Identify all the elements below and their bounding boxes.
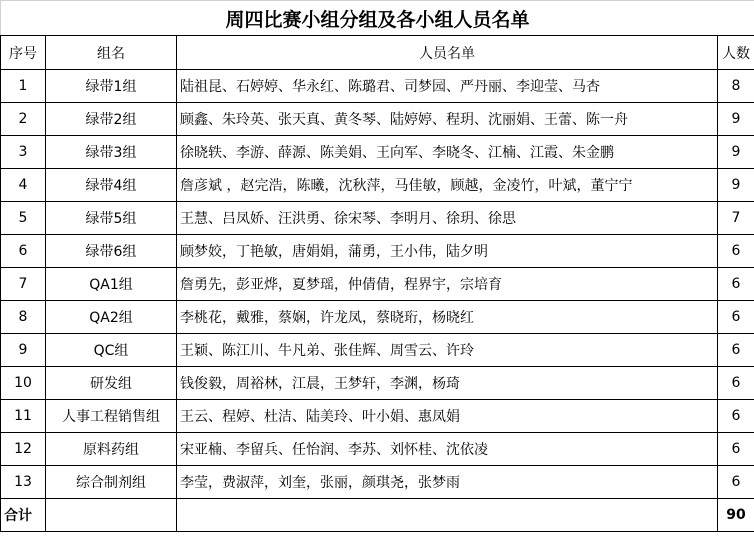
table-row bbox=[1, 367, 754, 400]
cell-members[interactable]: 王慧、吕凤娇、汪洪勇、徐宋琴、李明月、徐玥、徐思 bbox=[177, 202, 718, 235]
total-row bbox=[1, 499, 754, 532]
total-count[interactable]: 90 bbox=[718, 499, 754, 532]
cell-count[interactable]: 6 bbox=[718, 268, 754, 301]
cell-index[interactable]: 1 bbox=[1, 70, 46, 103]
header-members[interactable]: 人员名单 bbox=[177, 36, 718, 70]
cell-count[interactable]: 7 bbox=[718, 202, 754, 235]
cell-members[interactable]: 王云、程婷、杜洁、陆美玲、叶小娟、惠凤娟 bbox=[177, 400, 718, 433]
cell-index[interactable]: 13 bbox=[1, 466, 46, 499]
cell-index[interactable]: 11 bbox=[1, 400, 46, 433]
cell-members[interactable]: 陆祖昆、石婷婷、华永红、陈璐君、司梦园、严丹丽、李迎莹、马杏 bbox=[177, 70, 718, 103]
cell-group[interactable]: 绿带4组 bbox=[46, 169, 177, 202]
cell-group[interactable]: 研发组 bbox=[46, 367, 177, 400]
table-row bbox=[1, 334, 754, 367]
cell-members[interactable]: 顾鑫、朱玲英、张天真、黄冬琴、陆婷婷、程玥、沈丽娟、王蕾、陈一舟 bbox=[177, 103, 718, 136]
cell-members[interactable]: 王颖、陈江川、牛凡弟、张佳辉、周雪云、许玲 bbox=[177, 334, 718, 367]
cell-group[interactable]: 综合制剂组 bbox=[46, 466, 177, 499]
cell-count[interactable]: 6 bbox=[718, 334, 754, 367]
cell-members[interactable]: 宋亚楠、李留兵、任怡润、李苏、刘怀桂、沈依凌 bbox=[177, 433, 718, 466]
cell-members[interactable]: 顾梦姣，丁艳敏，唐娟娟，蒲勇，王小伟，陆夕明 bbox=[177, 235, 718, 268]
table-row bbox=[1, 202, 754, 235]
cell-group[interactable]: 绿带2组 bbox=[46, 103, 177, 136]
cell-index[interactable]: 10 bbox=[1, 367, 46, 400]
table-row bbox=[1, 235, 754, 268]
header-index[interactable]: 序号 bbox=[1, 36, 46, 70]
cell-count[interactable]: 6 bbox=[718, 400, 754, 433]
table-row bbox=[1, 400, 754, 433]
cell-group[interactable]: QC组 bbox=[46, 334, 177, 367]
table-row bbox=[1, 70, 754, 103]
cell-members[interactable]: 詹勇先，彭亚烨，夏梦瑶，仲倩倩，程界宇，宗培育 bbox=[177, 268, 718, 301]
cell-index[interactable]: 7 bbox=[1, 268, 46, 301]
cell-index[interactable]: 5 bbox=[1, 202, 46, 235]
header-row bbox=[1, 36, 754, 70]
cell-group[interactable]: 原料药组 bbox=[46, 433, 177, 466]
cell-group[interactable]: 绿带1组 bbox=[46, 70, 177, 103]
cell-count[interactable]: 6 bbox=[718, 235, 754, 268]
total-group-empty[interactable] bbox=[46, 499, 177, 532]
header-count[interactable]: 人数 bbox=[718, 36, 754, 70]
cell-index[interactable]: 3 bbox=[1, 136, 46, 169]
sheet-title[interactable]: 周四比赛小组分组及各小组人员名单 bbox=[1, 1, 754, 36]
cell-index[interactable]: 6 bbox=[1, 235, 46, 268]
cell-index[interactable]: 12 bbox=[1, 433, 46, 466]
cell-index[interactable]: 4 bbox=[1, 169, 46, 202]
cell-count[interactable]: 6 bbox=[718, 433, 754, 466]
total-members-empty[interactable] bbox=[177, 499, 718, 532]
cell-count[interactable]: 9 bbox=[718, 169, 754, 202]
total-label[interactable]: 合计 bbox=[1, 499, 46, 532]
cell-group[interactable]: QA1组 bbox=[46, 268, 177, 301]
table-row bbox=[1, 466, 754, 499]
header-group[interactable]: 组名 bbox=[46, 36, 177, 70]
cell-index[interactable]: 2 bbox=[1, 103, 46, 136]
cell-group[interactable]: 绿带5组 bbox=[46, 202, 177, 235]
table-row bbox=[1, 103, 754, 136]
table-row bbox=[1, 169, 754, 202]
cell-group[interactable]: 绿带3组 bbox=[46, 136, 177, 169]
cell-group[interactable]: QA2组 bbox=[46, 301, 177, 334]
cell-count[interactable]: 6 bbox=[718, 466, 754, 499]
title-row bbox=[1, 1, 754, 36]
cell-count[interactable]: 9 bbox=[718, 103, 754, 136]
cell-group[interactable]: 绿带6组 bbox=[46, 235, 177, 268]
cell-members[interactable]: 李桃花，戴雅，蔡娴，许龙凤，蔡晓珩，杨晓红 bbox=[177, 301, 718, 334]
cell-members[interactable]: 詹彦斌 ，赵完浩，陈曦，沈秋萍，马佳敏，顾越，金凌竹，叶斌，董宁宁 bbox=[177, 169, 718, 202]
cell-index[interactable]: 9 bbox=[1, 334, 46, 367]
cell-count[interactable]: 6 bbox=[718, 301, 754, 334]
table-row bbox=[1, 136, 754, 169]
cell-members[interactable]: 钱俊毅，周裕林，江晨，王梦轩，李渊，杨琦 bbox=[177, 367, 718, 400]
cell-count[interactable]: 6 bbox=[718, 367, 754, 400]
cell-members[interactable]: 徐晓轶、李游、薛源、陈美娟、王向军、李晓冬、江楠、江霞、朱金鹏 bbox=[177, 136, 718, 169]
cell-count[interactable]: 8 bbox=[718, 70, 754, 103]
cell-group[interactable]: 人事工程销售组 bbox=[46, 400, 177, 433]
table-row bbox=[1, 301, 754, 334]
table-row bbox=[1, 433, 754, 466]
cell-members[interactable]: 李莹，费淑萍，刘奎，张丽，颜琪尧，张梦雨 bbox=[177, 466, 718, 499]
cell-index[interactable]: 8 bbox=[1, 301, 46, 334]
cell-count[interactable]: 9 bbox=[718, 136, 754, 169]
table-row bbox=[1, 268, 754, 301]
